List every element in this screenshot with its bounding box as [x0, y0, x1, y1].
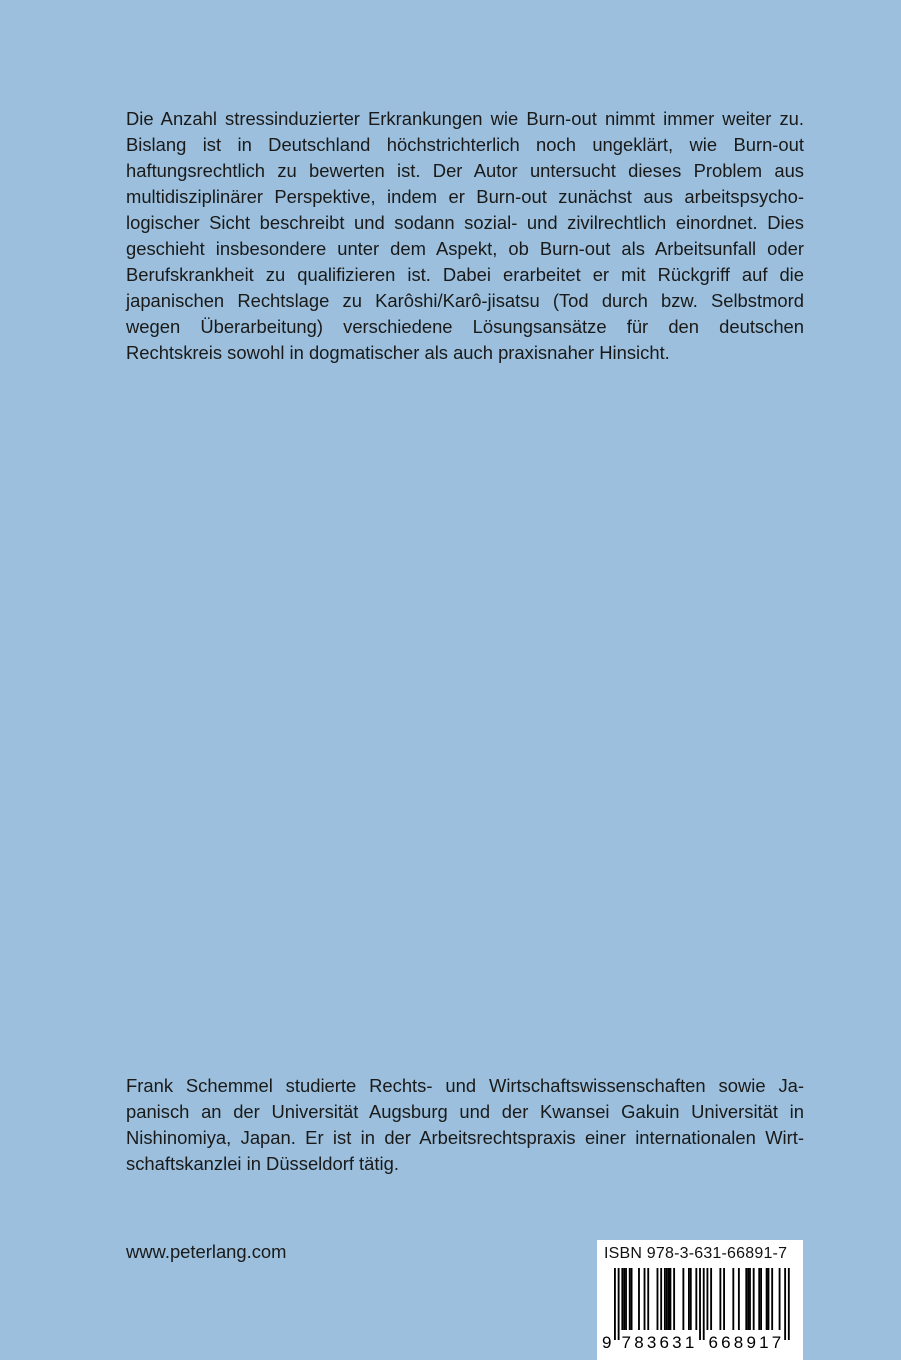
barcode-bar: [631, 1268, 633, 1330]
barcode-bar: [666, 1268, 668, 1330]
barcode-digits: 668917: [708, 1333, 785, 1352]
barcode-bar: [760, 1268, 762, 1330]
barcode-bar: [710, 1268, 712, 1330]
isbn-barcode-box: [597, 1240, 803, 1360]
barcode-bar: [664, 1268, 666, 1330]
barcode-bar: [629, 1268, 631, 1330]
barcode-bar: [657, 1268, 659, 1330]
barcode-bar: [647, 1268, 649, 1330]
barcode-bar: [690, 1268, 692, 1330]
barcode-bar: [745, 1268, 747, 1330]
barcode-bar: [707, 1268, 709, 1330]
barcode-bar: [621, 1268, 623, 1330]
barcode-bar: [614, 1268, 616, 1340]
barcode-digits: 9: [602, 1333, 615, 1352]
book-description: Die Anzahl stressinduzierter Erkrankungen wie Burn-out nimmt immer weiter zu. Bislang ist in Deutschland höchstrichterlich noch ungeklärt, wie Burn-out haftungsrechtlich zu bewerten ist. Der Autor untersucht dieses Problem aus multidisziplinärer Perspektive, indem er Burn-out zunächst aus arbeitspsychologischer Sicht beschreibt und sodann sozial- und zivilrechtlich einordnet. Dies geschieht insbesondere unter dem Aspekt, ob Burn-out als Arbeitsunfall oder Berufskrankheit zu qualifizieren ist. Dabei erarbeitet er mit Rückgriff auf die japanischen Rechtslage zu Karôshi/Karô-jisatsu (Tod durch bzw. Selbstmord wegen Überarbeitung) verschiedene Lösungsansätze für den deutschen Rechtskreis sowohl in dogmatischer als auch praxisnaher Hinsicht.: [126, 108, 804, 363]
barcode-bar: [779, 1268, 781, 1330]
barcode-bar: [688, 1268, 690, 1330]
barcode-bar: [618, 1268, 620, 1340]
barcode-bar: [738, 1268, 740, 1330]
isbn-label: ISBN 978-3-631-66891-7: [604, 1245, 788, 1262]
barcode-bar: [732, 1268, 734, 1330]
barcode-bar: [682, 1268, 684, 1330]
barcode-bar: [660, 1268, 662, 1330]
barcode-bar: [695, 1268, 697, 1330]
barcode-bar: [753, 1268, 755, 1330]
barcode-digits: 783631: [621, 1333, 698, 1352]
barcode-bar: [719, 1268, 721, 1330]
barcode-bar: [638, 1268, 640, 1330]
barcode-bar: [758, 1268, 760, 1330]
publisher-website: www.peterlang.com: [126, 1241, 287, 1262]
barcode-bar: [771, 1268, 773, 1330]
barcode-bar: [723, 1268, 725, 1330]
barcode-bar: [749, 1268, 751, 1330]
barcode-bar: [699, 1268, 701, 1340]
barcode-icon: [602, 1268, 798, 1358]
barcode-bar: [668, 1268, 670, 1330]
barcode-bar: [623, 1268, 625, 1330]
barcode-bar: [788, 1268, 790, 1340]
barcode-bar: [670, 1268, 672, 1330]
author-bio: Frank Schemmel studierte Rechts- und Wirtschaftswissenschaften sowie Japanisch an der Universität Augsburg und der Kwansei Gakuin Universität in Nishinomiya, Japan. Er ist in der Arbeitsrechtspraxis einer internationalen Wirtschaftskanzlei in Düsseldorf tätig.: [126, 1075, 804, 1174]
barcode-bar: [644, 1268, 646, 1330]
barcode-bar: [747, 1268, 749, 1330]
barcode-bar: [673, 1268, 675, 1330]
barcode-bar: [784, 1268, 786, 1340]
barcode-bar: [768, 1268, 770, 1330]
barcode-bar: [625, 1268, 627, 1330]
barcode-bar: [703, 1268, 705, 1340]
barcode-bar: [766, 1268, 768, 1330]
